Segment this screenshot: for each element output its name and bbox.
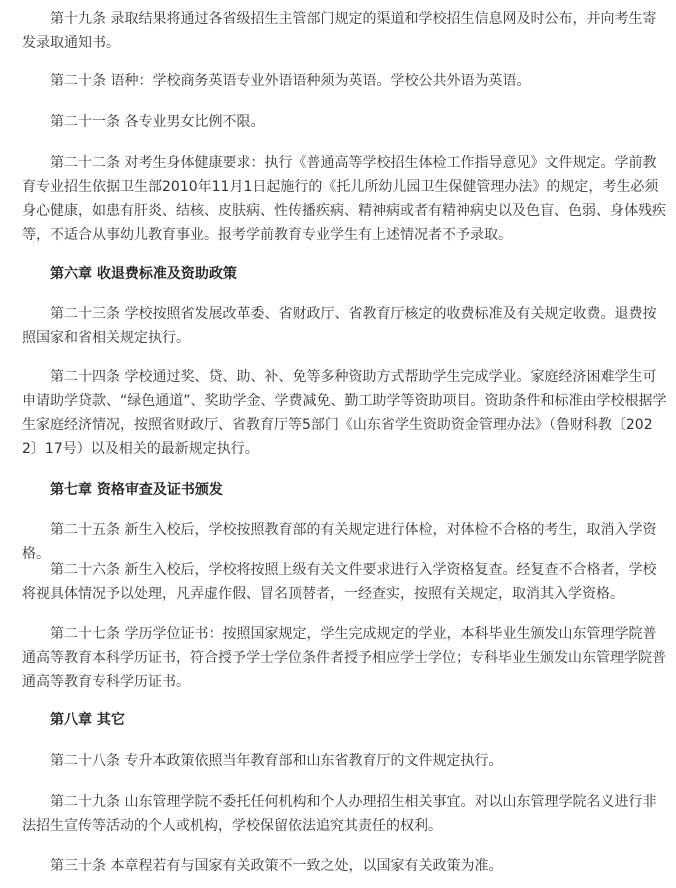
article-30: 第三十条 本章程若有与国家有关政策不一致之处，以国家有关政策为准。 bbox=[50, 858, 503, 874]
article-28: 第二十八条 专升本政策依照当年教育部和山东省教育厅的文件规定执行。 bbox=[50, 753, 503, 769]
article-26: 第二十六条 新生入校后，学校将按照上级有关文件要求进行入学资格复查。经复查不合格者，学校将视具体情况予以处理，凡弄虚作假、冒名顶替者，一经查实，按照有关规定，取消其入学资格。 bbox=[22, 562, 657, 602]
article-24: 第二十四条 学校通过奖、贷、助、补、免等多种资助方式帮助学生完成学业。家庭经济困难学生可申请助学贷款、“绿色通道”、奖助学金、学费减免、勤工助学等资助项目。资助条件和标准由学校根据学生家庭经济情况，按照省财政厅、省教育厅等5部门《山东省学生资助资金管理办法》（鲁财科教〔2022〕17号）以及相关的最新规定执行。 bbox=[22, 369, 667, 457]
article-19: 第十九条 录取结果将通过各省级招生主管部门规定的渠道和学校招生信息网及时公布，并向考生寄发录取通知书。 bbox=[22, 11, 657, 51]
article-27: 第二十七条 学历学位证书：按照国家规定，学生完成规定的学业，本科毕业生颁发山东管理学院普通高等教育本科学历证书，符合授予学士学位条件者授予相应学士学位；专科毕业生颁发山东管理学院普通高等教育专科学历证书。 bbox=[22, 626, 666, 690]
article-29: 第二十九条 山东管理学院不委托任何机构和个人办理招生相关事宜。对以山东管理学院名义进行非法招生宣传等活动的个人或机构，学校保留依法追究其责任的权利。 bbox=[22, 794, 657, 834]
chapter-6-heading: 第六章 收退费标准及资助政策 bbox=[50, 266, 237, 282]
article-20: 第二十条 语种：学校商务英语专业外语语种须为英语。学校公共外语为英语。 bbox=[50, 73, 531, 89]
chapter-7-heading: 第七章 资格审查及证书颁发 bbox=[50, 482, 223, 498]
article-25: 第二十五条 新生入校后，学校按照教育部的有关规定进行体检，对体检不合格的考生，取消入学资格。 bbox=[22, 522, 657, 562]
article-22: 第二十二条 对考生身体健康要求：执行《普通高等学校招生体检工作指导意见》文件规定。学前教育专业招生依据卫生部2010年11月1日起施行的《托儿所幼儿园卫生保健管理办法》的规定，考生必须身心健康，如患有肝炎、结核、皮肤病、性传播疾病、精神病或者有精神病史以及色盲、色弱、身体残疾等，不适合从事幼儿教育事业。报考学前教育专业学生有上述情况者不予录取。 bbox=[22, 155, 666, 243]
article-21: 第二十一条 各专业男女比例不限。 bbox=[50, 114, 265, 130]
chapter-8-heading: 第八章 其它 bbox=[50, 712, 125, 728]
article-23: 第二十三条 学校按照省发展改革委、省财政厅、省教育厅核定的收费标准及有关规定收费。退费按照国家和省相关规定执行。 bbox=[22, 306, 657, 346]
